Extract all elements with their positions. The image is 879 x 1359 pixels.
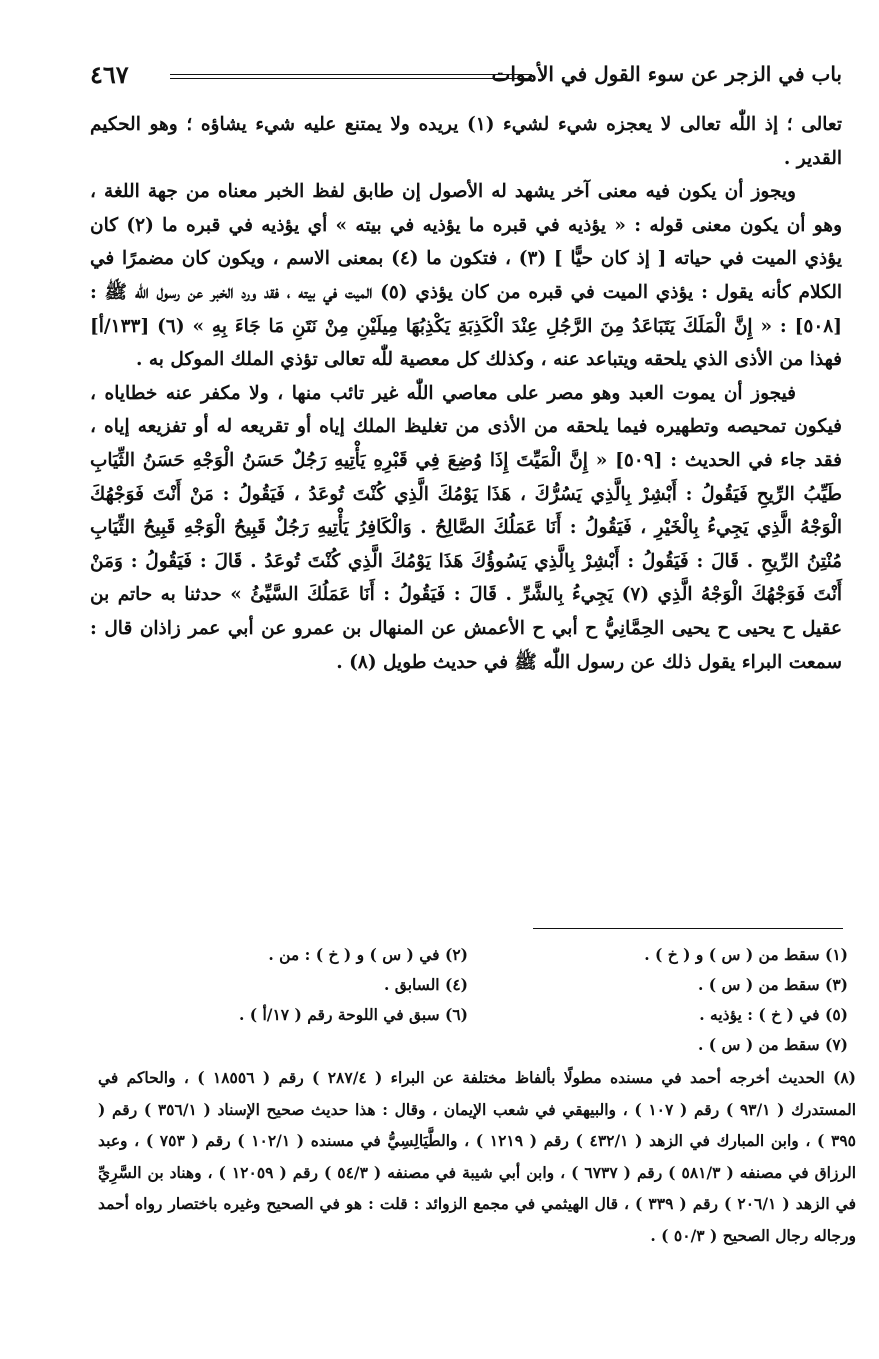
paragraph-3-text-b: » حدثنا به حاتم بن عقيل ح يحيى ح يحيى الحِمَّانِيُّ ح أبي ح الأعمش عن المنهال بن عمرو عن أبي عمر زاذان قال : سمعت البراء يقول ذلك عن رسول اللّٰه ﷺ في حديث طويل (٨) . bbox=[90, 584, 842, 673]
paragraph-3 bbox=[90, 377, 842, 679]
footnote-8: (٨) الحديث أخرجه أحمد في مسنده مطولًا بألفاظ مختلفة عن البراء ( ٢٨٧/٤ ) رقم ( ١٨٥٥٦ ) ، والحاكم في المستدرك ( ٩٣/١ ) رقم ( ١٠٧ ) ، والبيهقي في شعب الإيمان ، وقال : هذا حديث صحيح الإسناد ( ٣٥٦/١ ) رقم ( ٣٩٥ ) ، وابن المبارك في الزهد ( ٤٣٢/١ ) رقم ( ١٢١٩ ) ، والطَّيَالِسِيُّ في مسنده ( ١٠٢/١ ) رقم ( ٧٥٣ ) ، وعبد الرزاق في مصنفه ( ٥٨١/٣ ) رقم ( ٦٧٣٧ ) ، وابن أبي شيبة في مصنفه ( ٥٤/٣ ) رقم ( ١٢٠٥٩ ) ، وهناد بن السَّرِيِّ في الزهد ( ٢٠٦/١ ) رقم ( ٣٣٩ ) ، قال الهيثمي في مجمع الزوائد : قلت : هو في الصحيح وغيره باختصار رواه أحمد ورجاله رجال الصحيح ( ٥٠/٣ ) . bbox=[98, 1068, 857, 1245]
footnotes bbox=[98, 940, 857, 1251]
footnote-separator bbox=[533, 928, 843, 929]
footnote-empty bbox=[108, 1030, 468, 1060]
hadith-quote-2: إِنَّ الْمَلَكَ يَتَبَاعَدُ مِنَ الرَّجُلِ عِنْدَ الْكَذِبَةِ يَكْذِبُهَا مِيلَيْنِ مِنْ نَتَنِ مَا جَاءَ بِهِ bbox=[204, 315, 761, 337]
footnote-6: (٦) سبق في اللوحة رقم ( ١٧/أ ) . bbox=[238, 1005, 468, 1024]
hadith-quote-1: يؤذيه في قبره ما يؤذيه في بيته bbox=[347, 214, 615, 236]
footnote-7: (٧) سقط من ( س ) . bbox=[697, 1035, 848, 1054]
footnote-1: (١) سقط من ( س ) و ( خ ) . bbox=[644, 945, 848, 964]
paragraph-2-text-a: ويجوز أن يكون فيه معنى آخر يشهد له الأصول إن طابق لفظ الخبر معناه من جهة اللغة ، وهو أن يكون معنى قوله : « bbox=[90, 181, 842, 236]
paragraph-1: تعالى ؛ إذ اللّٰه تعالى لا يعجزه شيء لشيء (١) يريده ولا يمتنع عليه شيء يشاؤه ؛ وهو الحكيم القدير . bbox=[90, 114, 842, 169]
paragraph-2 bbox=[90, 175, 842, 377]
page-number: ٤٦٧ bbox=[90, 60, 129, 89]
footnote-2: (٢) في ( س ) و ( خ ) : من . bbox=[268, 945, 468, 964]
footnote-4: (٤) السابق . bbox=[383, 975, 468, 994]
footnote-grid bbox=[108, 940, 848, 1060]
footnote-5: (٥) في ( خ ) : يؤذيه . bbox=[699, 1005, 848, 1024]
paragraph-3-text-a: فيجوز أن يموت العبد وهو مصر على معاصي اللّٰه غير تائب منها ، ولا مكفر عنه خطاياه ، فيكون تمحيصه وتطهيره فيما يلحقه من الأذى من تغليظ الملك إياه أو تقريعه له أو تفزيعه إياه ، فقد جاء في الحديث : [٥٠٩] « bbox=[90, 382, 842, 471]
paragraph-2-text-b: » أي يؤذيه في قبره ما (٢) كان يؤذي الميت في حياته [ إذ كان حيًّا ] (٣) ، فتكون ما (٤) بمعنى الاسم ، ويكون كان مضمرًا في الكلام كأنه يقول : يؤذي الميت في قبره من كان يؤذي (٥) الميت في بيته ، فقد ورد الخبر عن رسول اللّٰه ﷺ : [٥٠٨] : « bbox=[90, 214, 842, 337]
running-header bbox=[90, 62, 842, 94]
hadith-quote-3: إِنَّ الْمَيِّتَ إِذَا وُضِعَ فِي قَبْرِهِ يَأْتِيهِ رَجُلٌ حَسَنُ الْوَجْهِ حَسَنُ الثِّيَابِ طَيِّبُ الرِّيحِ فَيَقُولُ : أَبْشِرْ بِالَّذِي يَسُرُّكَ ، هَذَا يَوْمُكَ الَّذِي كُنْتَ تُوعَدُ ، فَيَقُولُ : مَنْ أَنْتَ فَوَجْهُكَ الْوَجْهُ الَّذِي يَجِيءُ بِالْخَيْرِ ، فَيَقُولُ : أَنَا عَمَلُكَ الصَّالِحُ . وَالْكَافِرُ يَأْتِيهِ رَجُلٌ قَبِيحُ الْوَجْهِ قَبِيحُ الثِّيَابِ مُنْتِنُ الرِّيحِ . قَالَ : فَيَقُولُ : أَبْشِرْ بِالَّذِي يَسُوؤُكَ هَذَا يَوْمُكَ الَّذِي كُنْتَ تُوعَدُ . قَالَ : فَيَقُولُ : وَمَنْ أَنْتَ فَوَجْهُكَ الْوَجْهُ الَّذِي (٧) يَجِيءُ بِالشَّرِّ . قَالَ : فَيَقُولُ : أَنَا عَمَلُكَ السَّيِّئُ bbox=[90, 449, 842, 606]
header-rule bbox=[170, 74, 532, 79]
footnote-3: (٣) سقط من ( س ) . bbox=[697, 975, 848, 994]
running-title: باب في الزجر عن سوء القول في الأموات bbox=[491, 62, 842, 86]
main-text bbox=[90, 108, 842, 679]
paragraph-2-text-c: » (٦) [١٣٣/أ] فهذا من الأذى الذي يلحقه ويتباعد عنه ، وكذلك كل معصية للّٰه تعالى تؤذي الملك الموكل به . bbox=[90, 315, 842, 371]
